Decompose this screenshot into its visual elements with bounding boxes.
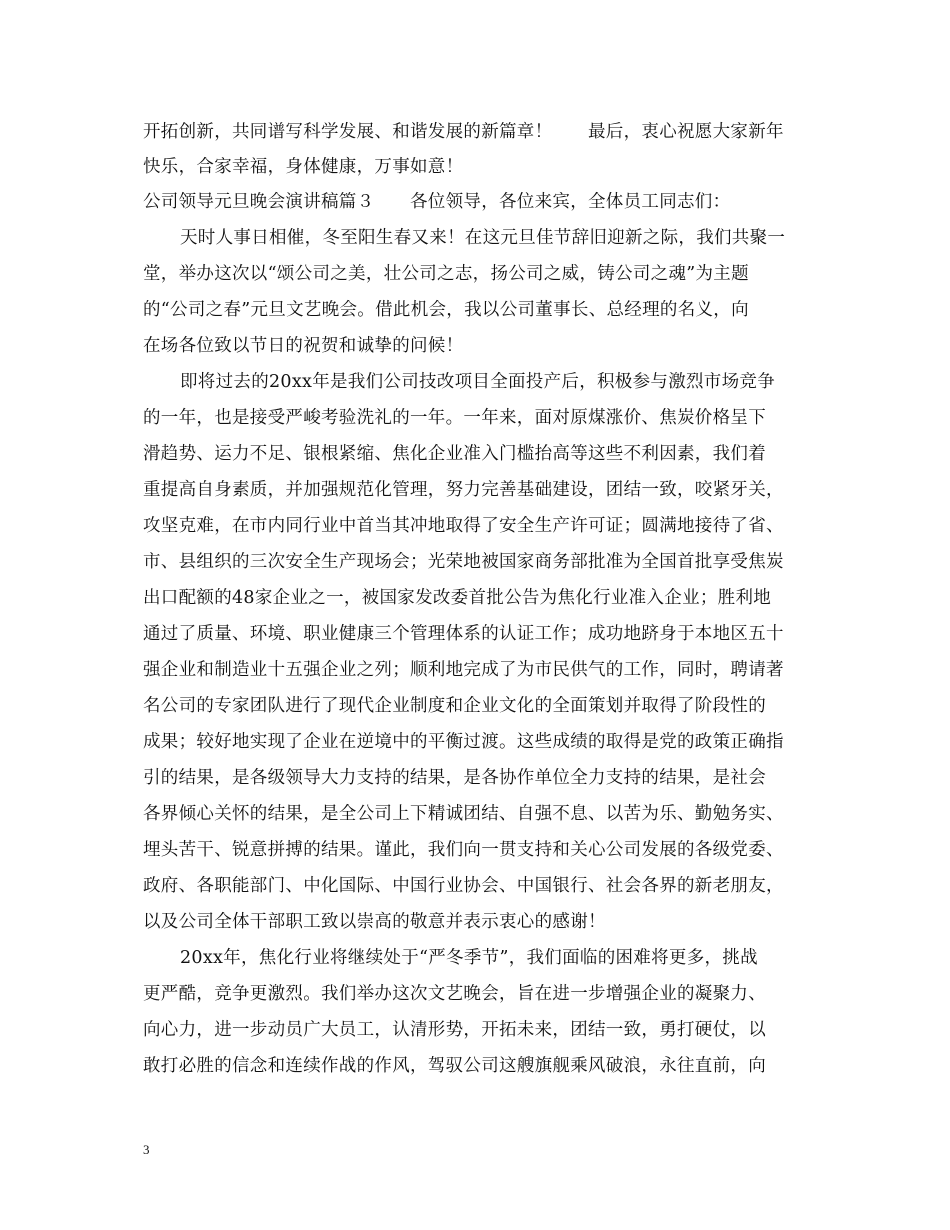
text-line: 攻坚克难，在市内同行业中首当其冲地取得了安全生产许可证；圆满地接待了省、 [143,516,784,536]
text-line: 政府、各职能部门、中化国际、中国行业协会、中国银行、社会各界的新老朋友， [143,876,784,896]
text-line: 向心力，进一步动员广大员工，认清形势，开拓未来，团结一致，勇打硬仗，以 [143,1020,766,1040]
page-number: 3 [143,1142,150,1157]
section-heading-line: 公司领导元旦晚会演讲稿篇３ 各位领导，各位来宾，全体员工同志们： [143,192,731,212]
text-line: 敢打必胜的信念和连续作战的作风，驾驭公司这艘旗舰乘风破浪，永往直前，向 [143,1056,766,1076]
text-line: 成果；较好地实现了企业在逆境中的平衡过渡。这些成绩的取得是党的政策正确指 [143,732,784,752]
text-line: 重提高自身素质，并加强规范化管理，努力完善基础建设，团结一致，咬紧牙关， [143,480,784,500]
text-line: 名公司的专家团队进行了现代企业制度和企业文化的全面策划并取得了阶段性的 [143,696,766,716]
text-line: 以及公司全体干部职工致以崇高的敬意并表示衷心的感谢！ [143,912,606,932]
text-line: 出口配额的48家企业之一，被国家发改委首批公告为焦化行业准入企业；胜利地 [143,588,772,608]
paragraph-first-line: 即将过去的20xx年是我们公司技改项目全面投产后，积极参与激烈市场竞争 [180,372,776,392]
text-line: 在场各位致以节日的祝贺和诚挚的问候！ [143,336,464,356]
text-line: 开拓创新，共同谱写科学发展、和谐发展的新篇章！ 最后，衷心祝愿大家新年 [143,122,784,142]
text-line: 市、县组织的三次安全生产现场会；光荣地被国家商务部批准为全国首批享受焦炭 [143,552,784,572]
text-line: 强企业和制造业十五强企业之列；顺利地完成了为市民供气的工作，同时，聘请著 [143,660,784,680]
text-line: 堂，举办这次以“颂公司之美，壮公司之志，扬公司之威，铸公司之魂”为主题 [143,264,749,284]
paragraph-first-line: 天时人事日相催，冬至阳生春又来！在这元旦佳节辞旧迎新之际，我们共聚一 [180,228,786,248]
text-line: 的一年，也是接受严峻考验洗礼的一年。一年来，面对原煤涨价、焦炭价格呈下 [143,408,766,428]
text-line: 更严酷，竞争更激烈。我们举办这次文艺晚会，旨在进一步增强企业的凝聚力、 [143,984,766,1004]
text-line: 埋头苦干、锐意拼搏的结果。谨此，我们向一贯支持和关心公司发展的各级党委、 [143,840,784,860]
text-line: 的“公司之春”元旦文艺晚会。借此机会，我以公司董事长、总经理的名义，向 [143,300,749,320]
text-line: 快乐，合家幸福，身体健康，万事如意！ [143,157,464,177]
text-line: 滑趋势、运力不足、银根紧缩、焦化企业准入门槛抬高等这些不利因素，我们着 [143,444,766,464]
text-line: 通过了质量、环境、职业健康三个管理体系的认证工作；成功地跻身于本地区五十 [143,624,784,644]
text-line: 各界倾心关怀的结果，是全公司上下精诚团结、自强不息、以苦为乐、勤勉务实、 [143,804,784,824]
paragraph-first-line: 20xx年，焦化行业将继续处于“严冬季节”，我们面临的困难将更多，挑战 [180,948,758,968]
text-line: 引的结果，是各级领导大力支持的结果，是各协作单位全力支持的结果，是社会 [143,768,766,788]
